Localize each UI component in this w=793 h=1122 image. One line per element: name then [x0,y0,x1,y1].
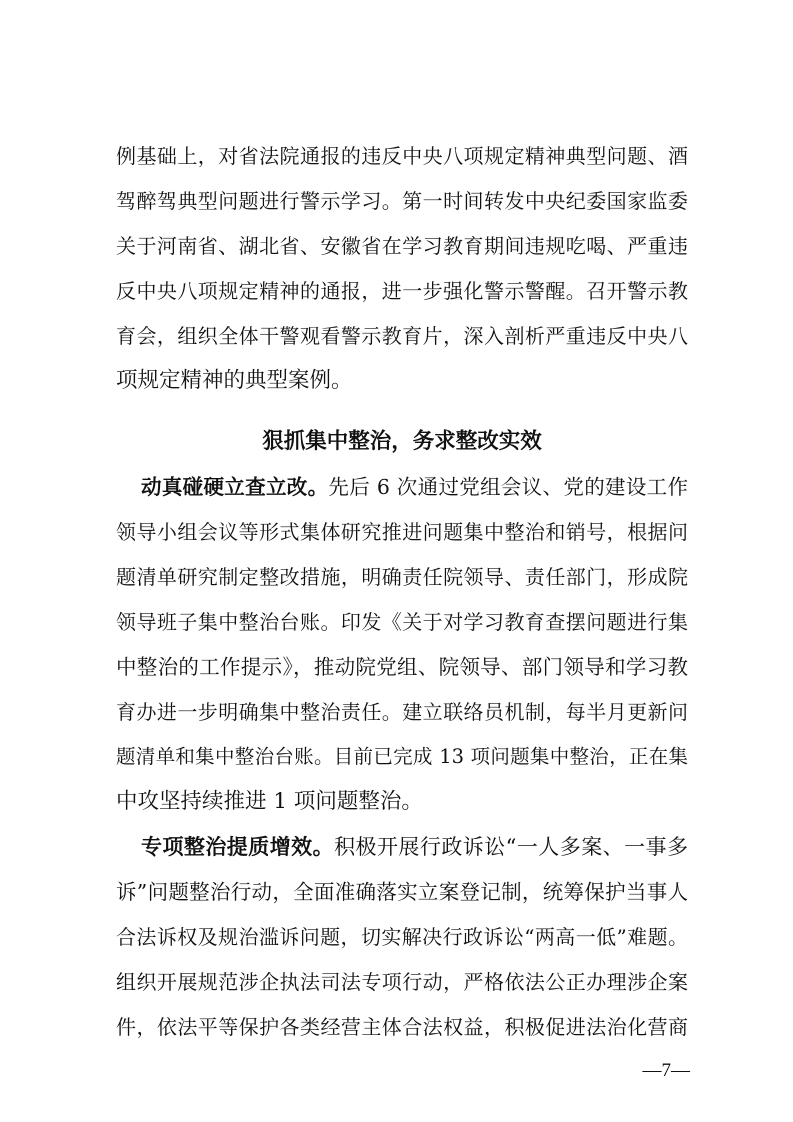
body-text-line: 合法诉权及规治滥诉问题，切实解决行政诉讼“两高一低”难题。 [116,925,688,949]
body-text-line: 题清单研究制定整改措施，明确责任院领导、责任部门，形成院 [116,565,688,589]
body-text-line: 诉”问题整治行动，全面准确落实立案登记制，统筹保护当事人 [116,880,688,904]
body-text-line: 育办进一步明确集中整治责任。建立联络员机制，每半月更新问 [116,700,688,724]
body-text-line: 领导班子集中整治台账。印发《关于对学习教育查摆问题进行集 [116,610,688,634]
paragraph-lead: 动真碰硬立查立改。 [141,475,329,499]
body-text-line: 项规定精神的典型案例。 [116,368,353,393]
body-text-line: 中攻坚持续推进 1 项问题整治。 [116,789,423,814]
body-text-line: 驾醉驾典型问题进行警示学习。第一时间转发中央纪委国家监委 [116,189,688,213]
body-text-line: 反中央八项规定精神的通报，进一步强化警示警醒。召开警示教 [116,279,688,303]
page-number: —7— [642,1060,690,1081]
paragraph-first-line [141,829,688,865]
body-text-line: 中整治的工作提示》，推动院党组、院领导、部门领导和学习教 [116,655,688,679]
body-text-line: 件，依法平等保护各类经营主体合法权益，积极促进法治化营商 [116,1015,688,1039]
section-heading: 狠抓集中整治，务求整改实效 [262,429,542,454]
body-text-line: 组织开展规范涉企执法司法专项行动，严格依法公正办理涉企案 [116,970,688,994]
paragraph-lead: 专项整治提质增效。 [141,835,335,859]
paragraph-text: 先后 6 次通过党组会议、党的建设工作 [328,475,689,499]
paragraph-text: 积极开展行政诉讼“一人多案、一事多 [334,835,689,859]
body-text-line: 题清单和集中整治台账。目前已完成 13 项问题集中整治，正在集 [116,745,688,768]
body-text-line: 领导小组会议等形式集体研究推进问题集中整治和销号，根据问 [116,520,688,544]
body-text-line: 关于河南省、湖北省、安徽省在学习教育期间违规吃喝、严重违 [116,234,688,258]
body-text-line: 育会，组织全体干警观看警示教育片，深入剖析严重违反中央八 [116,324,688,348]
body-text-line: 例基础上，对省法院通报的违反中央八项规定精神典型问题、酒 [116,144,688,168]
paragraph-first-line [141,469,688,505]
